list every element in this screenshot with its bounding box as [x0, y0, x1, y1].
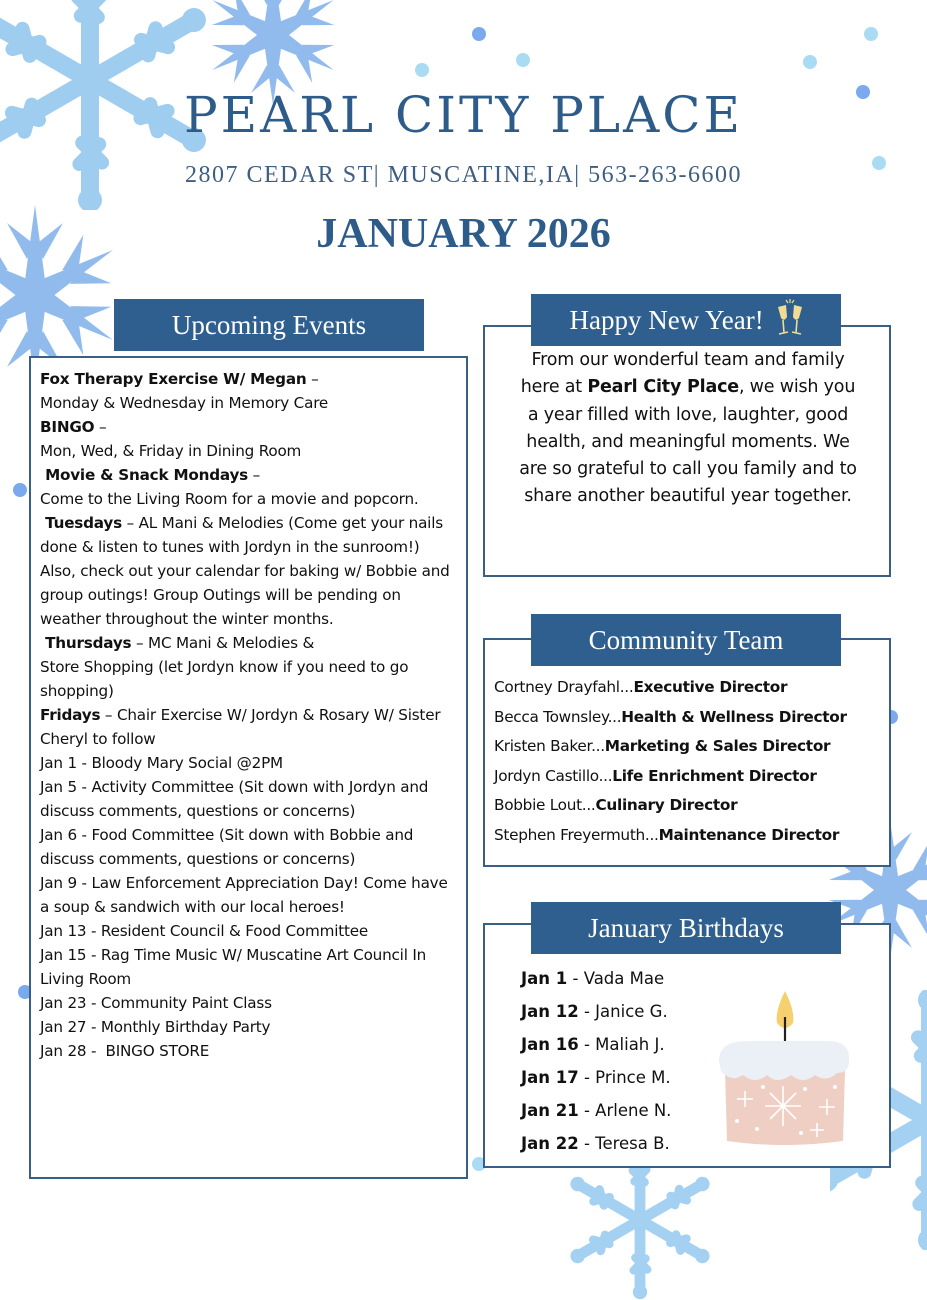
snow-dot: [13, 483, 27, 497]
team-member: [494, 732, 847, 762]
birthday-name: - Prince M.: [578, 1068, 671, 1087]
events-banner: [114, 299, 424, 351]
member-role: Life Enrichment Director: [612, 766, 817, 785]
snow-dot: [516, 53, 530, 67]
address-line: 2807 CEDAR ST| MUSCATINE,IA| 563-263-6600: [184, 162, 743, 188]
event-text: –: [94, 418, 107, 436]
team-heading: Community Team: [588, 625, 784, 655]
team-member: [494, 762, 847, 792]
event-title: Tuesdays: [40, 514, 122, 532]
team-member: [494, 673, 847, 703]
event-text: Jan 28 - BINGO STORE: [40, 1042, 210, 1060]
event-text: Jan 13 - Resident Council & Food Committee: [40, 922, 369, 940]
event-item: [40, 655, 458, 703]
birthday-list: [521, 962, 671, 1160]
event-item: [40, 439, 458, 463]
birthday-name: - Maliah J.: [578, 1035, 665, 1054]
snow-dot: [415, 63, 429, 77]
birthday-date: Jan 22: [521, 1134, 579, 1153]
events-heading: Upcoming Events: [171, 310, 367, 340]
birthday-name: - Janice G.: [578, 1002, 668, 1021]
birthday-item: [521, 1028, 671, 1061]
event-item: [40, 775, 458, 823]
member-role: Health & Wellness Director: [621, 707, 847, 726]
birthday-name: - Teresa B.: [578, 1134, 670, 1153]
event-text: Monday & Wednesday in Memory Care: [40, 394, 329, 412]
member-name: Bobbie Lout...: [494, 796, 596, 814]
snow-dot: [472, 27, 486, 41]
event-item: [40, 415, 458, 439]
member-role: Executive Director: [633, 678, 788, 696]
birthday-date: Jan 12: [521, 1002, 579, 1021]
birthdays-banner: [531, 902, 841, 954]
event-item: [40, 631, 458, 655]
birthdays-heading: January Birthdays: [588, 913, 784, 943]
new-year-message: From our wonderful team and family here at Pearl City Place, we wish you a year filled with love, laughter, good health, and meaningful moments. We are so grateful to call you family and to share another beautiful year together.: [519, 350, 857, 507]
member-role: Marketing & Sales Director: [604, 737, 831, 755]
event-text: Store Shopping (let Jordyn know if you need to go shopping): [40, 658, 413, 700]
event-text: Jan 15 - Rag Time Music W/ Muscatine Art Council In Living Room: [40, 946, 431, 988]
event-title: BINGO: [40, 418, 95, 436]
member-name: Kristen Baker...: [494, 737, 605, 755]
event-text: –: [306, 370, 319, 388]
member-name: Jordyn Castillo...: [494, 766, 613, 785]
event-item: [40, 463, 458, 487]
birthday-candle-icon: [717, 991, 852, 1151]
birthday-item: [521, 962, 671, 995]
new-year-banner: [531, 294, 841, 346]
event-item: [40, 823, 458, 871]
event-text: Jan 23 - Community Paint Class: [40, 994, 272, 1012]
birthday-item: [521, 995, 671, 1028]
new-year-box: [483, 325, 891, 577]
birthday-item: [521, 1127, 671, 1160]
event-text: Come to the Living Room for a movie and popcorn.: [40, 490, 419, 508]
event-text: Mon, Wed, & Friday in Dining Room: [40, 442, 302, 460]
event-text: Jan 6 - Food Committee (Sit down with Bobbie and discuss comments, questions or concerns): [40, 826, 418, 868]
birthday-item: [521, 1061, 671, 1094]
event-title: Thursdays: [40, 634, 132, 652]
month-heading: JANUARY 2026: [316, 211, 611, 257]
event-item: [40, 1039, 458, 1063]
event-item: [40, 511, 458, 631]
team-member: [494, 821, 847, 851]
team-member: [494, 791, 847, 821]
member-name: Becca Townsley...: [494, 707, 622, 726]
event-item: [40, 751, 458, 775]
team-box: [483, 638, 891, 867]
birthdays-box: [483, 923, 891, 1168]
community-name: Pearl City Place: [587, 377, 739, 398]
event-item: [40, 487, 458, 511]
events-box: [29, 356, 468, 1179]
team-list: [494, 673, 847, 850]
snow-dot: [864, 27, 878, 41]
event-text: – Chair Exercise W/ Jordyn & Rosary W/ Sister Cheryl to follow: [40, 706, 446, 748]
event-item: [40, 871, 458, 919]
member-role: Culinary Director: [595, 796, 738, 814]
birthday-name: - Vada Mae: [567, 969, 665, 988]
member-name: Stephen Freyermuth...: [494, 825, 659, 844]
events-list: [40, 367, 458, 1063]
event-title: Movie & Snack Mondays: [40, 466, 249, 484]
event-item: [40, 367, 458, 391]
event-item: [40, 391, 458, 415]
event-title: Fridays: [40, 706, 101, 724]
event-text: Jan 1 - Bloody Mary Social @2PM: [40, 754, 283, 772]
team-banner: [531, 614, 841, 666]
event-item: [40, 919, 458, 943]
event-text: – AL Mani & Melodies (Come get your nails done & listen to tunes with Jordyn in the sunroom!) Also, check out your calendar for baking w/ Bobbie and group outings! Group Outings will be pending on weather throughout the winter months.: [40, 514, 455, 628]
birthday-date: Jan 1: [521, 969, 568, 988]
page-title: PEARL CITY PLACE: [184, 86, 743, 144]
birthday-name: - Arlene N.: [578, 1101, 672, 1120]
champagne-glasses-icon: [772, 297, 808, 341]
birthday-date: Jan 17: [521, 1068, 579, 1087]
event-text: Jan 9 - Law Enforcement Appreciation Day! Come have a soup & sandwich with our local heroes!: [40, 874, 453, 916]
snow-dot: [803, 55, 817, 69]
birthday-item: [521, 1094, 671, 1127]
team-member: [494, 703, 847, 733]
event-text: Jan 5 - Activity Committee (Sit down with Jordyn and discuss comments, questions or concerns): [40, 778, 433, 820]
event-item: [40, 1015, 458, 1039]
member-name: Cortney Drayfahl...: [494, 678, 634, 696]
new-year-heading: Happy New Year!: [569, 305, 764, 335]
member-role: Maintenance Director: [658, 825, 840, 844]
event-title: Fox Therapy Exercise W/ Megan: [40, 370, 307, 388]
event-text: – MC Mani & Melodies &: [131, 634, 315, 652]
birthday-date: Jan 21: [521, 1101, 579, 1120]
event-text: –: [248, 466, 261, 484]
birthday-date: Jan 16: [521, 1035, 579, 1054]
event-item: [40, 703, 458, 751]
event-text: Jan 27 - Monthly Birthday Party: [40, 1018, 271, 1036]
event-item: [40, 991, 458, 1015]
event-item: [40, 943, 458, 991]
